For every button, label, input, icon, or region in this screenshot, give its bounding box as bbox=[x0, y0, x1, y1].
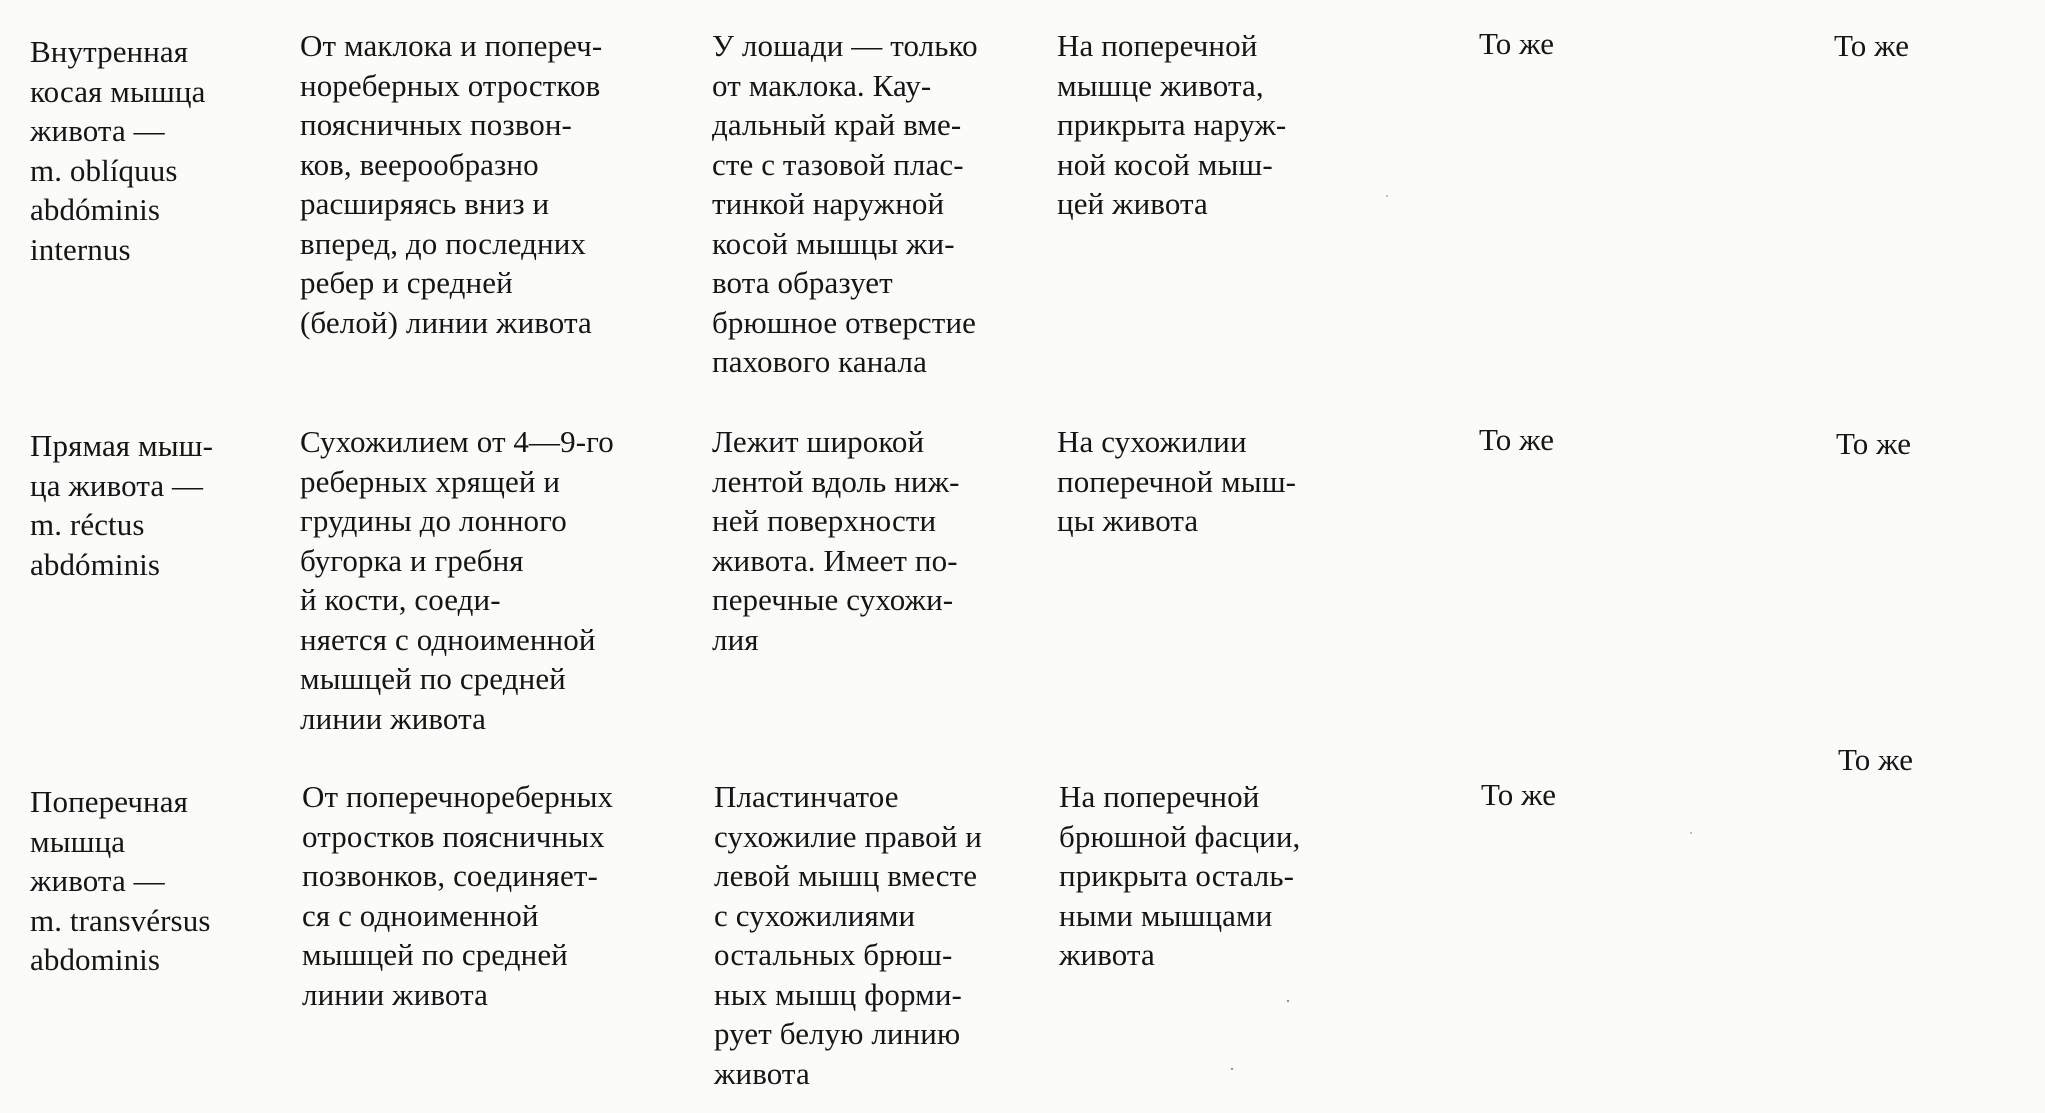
origin-insertion-cell: Сухожилием от 4—9-го реберных хрящей и грудины до лонного бугорка и гребня й кости, соеди- няется с одноименной мышцей по средней линии живота bbox=[300, 424, 614, 736]
muscle-name-cell: Внутренная косая мышца живота — m. oblíquus abdóminis internus bbox=[30, 34, 206, 267]
same-as-above-cell: То же bbox=[1838, 742, 1914, 777]
same-as-above-cell: То же bbox=[1834, 28, 1910, 63]
same-as-above-cell: То же bbox=[1836, 426, 1912, 461]
origin-insertion-cell: От маклока и попереч- нореберных отростков поясничных позвон- ков, веерообразно расширяясь вниз и вперед, до последних ребер и средней (белой) линии живота bbox=[300, 28, 603, 340]
features-cell: У лошади — только от маклока. Кау- дальный край вме- сте с тазовой плас- тинкой наружной косой мышцы жи- вота образует брюшное отверстие пахового канала bbox=[712, 28, 978, 379]
position-cell: На сухожилии поперечной мыш- цы живота bbox=[1057, 424, 1297, 538]
muscle-name-cell: Поперечная мышца живота — m. transvérsus abdominis bbox=[30, 784, 211, 977]
same-as-above-cell: То же bbox=[1479, 26, 1555, 61]
muscle-name-cell: Прямая мыш- ца живота — m. réctus abdóminis bbox=[30, 428, 214, 582]
scan-speck bbox=[1386, 195, 1388, 197]
features-cell: Лежит широкой лентой вдоль ниж- ней поверхности живота. Имеет по- перечные сухожи- лия bbox=[712, 424, 960, 657]
position-cell: На поперечной брюшной фасции, прикрыта осталь- ными мышцами живота bbox=[1059, 779, 1301, 972]
features-cell: Пластинчатое сухожилие правой и левой мышц вместе с сухожилиями остальных брюш- ных мышц форми- рует белую линию живота bbox=[714, 779, 982, 1091]
scan-speck bbox=[1690, 832, 1692, 834]
same-as-above-cell: То же bbox=[1481, 777, 1557, 812]
position-cell: На поперечной мышце живота, прикрыта наруж- ной косой мыш- цей живота bbox=[1057, 28, 1287, 221]
origin-insertion-cell: От поперечнореберных отростков поясничных позвонков, соединяет- ся с одноименной мышцей по средней линии живота bbox=[302, 779, 614, 1012]
scan-speck bbox=[1231, 1068, 1233, 1070]
scan-speck bbox=[1287, 1000, 1289, 1002]
same-as-above-cell: То же bbox=[1479, 422, 1555, 457]
